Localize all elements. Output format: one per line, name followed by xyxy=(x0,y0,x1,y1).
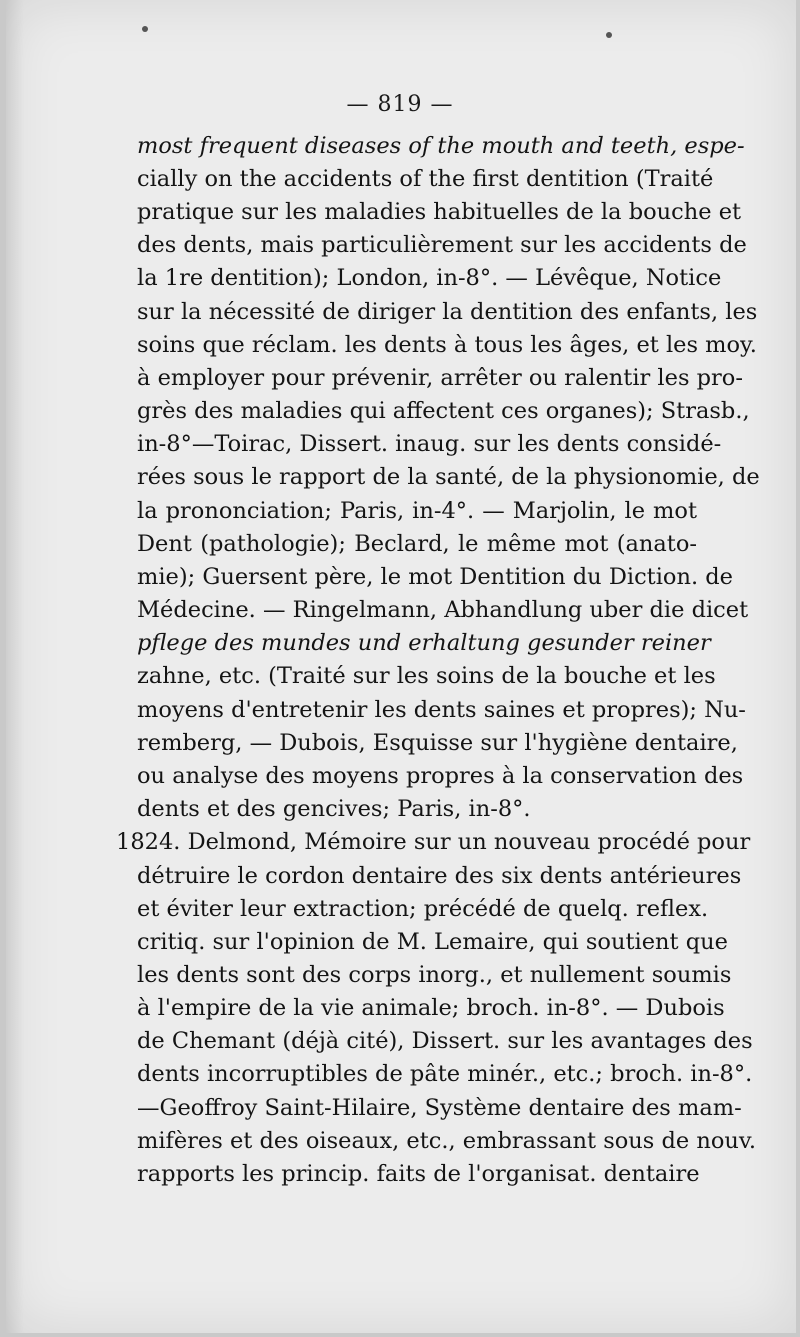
text-line: pflege des mundes und erhaltung gesunder reiner xyxy=(137,630,711,656)
page-number: — 819 — xyxy=(346,92,454,117)
text-line: rapports les princip. faits de l'organisat. dentaire xyxy=(137,1161,700,1187)
text-line: —Geoffroy Saint-Hilaire, Système dentaire des mam- xyxy=(137,1095,742,1121)
text-line: dents et des gencives; Paris, in-8°. xyxy=(137,796,531,822)
text-line: critiq. sur l'opinion de M. Lemaire, qui soutient que xyxy=(137,929,728,955)
text-line: most frequent diseases of the mouth and teeth, espe- xyxy=(137,133,745,159)
text-line: soins que réclam. les dents à tous les âges, et les moy. xyxy=(137,332,757,358)
text-line: la 1re dentition); London, in-8°. — Lévêque, Notice xyxy=(137,265,722,291)
text-line: à employer pour prévenir, arrêter ou ralentir les pro- xyxy=(137,365,743,391)
text-line: remberg, — Dubois, Esquisse sur l'hygiène dentaire, xyxy=(137,730,738,756)
text-line: dents incorruptibles de pâte minér., etc.; broch. in-8°. xyxy=(137,1061,753,1087)
text-line: sur la nécessité de diriger la dentition des enfants, les xyxy=(137,299,758,325)
text-line: in-8°—Toirac, Dissert. inaug. sur les dents considé- xyxy=(137,431,722,457)
text-line: 1824. Delmond, Mémoire sur un nouveau procédé pour xyxy=(116,829,751,855)
text-line: pratique sur les maladies habituelles de la bouche et xyxy=(137,199,742,225)
text-line: la prononciation; Paris, in-4°. — Marjolin, le mot xyxy=(137,498,697,524)
text-line: des dents, mais particulièrement sur les accidents de xyxy=(137,232,747,258)
text-line: zahne, etc. (Traité sur les soins de la bouche et les xyxy=(137,663,716,689)
text-line: mie); Guersent père, le mot Dentition du Diction. de xyxy=(137,564,733,590)
text-line: Dent (pathologie); Beclard, le même mot (anato- xyxy=(137,531,697,557)
text-line: grès des maladies qui affectent ces organes); Strasb., xyxy=(137,398,750,424)
text-line: les dents sont des corps inorg., et nullement soumis xyxy=(137,962,732,988)
text-line: cially on the accidents of the first dentition (Traité xyxy=(137,166,714,192)
text-line: mifères et des oiseaux, etc., embrassant sous de nouv. xyxy=(137,1128,757,1154)
text-line: de Chemant (déjà cité), Dissert. sur les avantages des xyxy=(137,1028,753,1054)
text-line: ou analyse des moyens propres à la conservation des xyxy=(137,763,744,789)
text-line: détruire le cordon dentaire des six dents antérieures xyxy=(137,863,742,889)
ink-speck xyxy=(606,32,612,38)
page-fold-shadow xyxy=(6,0,24,1333)
ink-speck xyxy=(142,26,148,32)
text-line: Médecine. — Ringelmann, Abhandlung uber die dicet xyxy=(137,597,749,623)
text-line: moyens d'entretenir les dents saines et propres); Nu- xyxy=(137,697,746,723)
text-line: à l'empire de la vie animale; broch. in-8°. — Dubois xyxy=(137,995,725,1021)
text-line: et éviter leur extraction; précédé de quelq. reflex. xyxy=(137,896,709,922)
text-line: rées sous le rapport de la santé, de la physionomie, de xyxy=(137,464,760,490)
